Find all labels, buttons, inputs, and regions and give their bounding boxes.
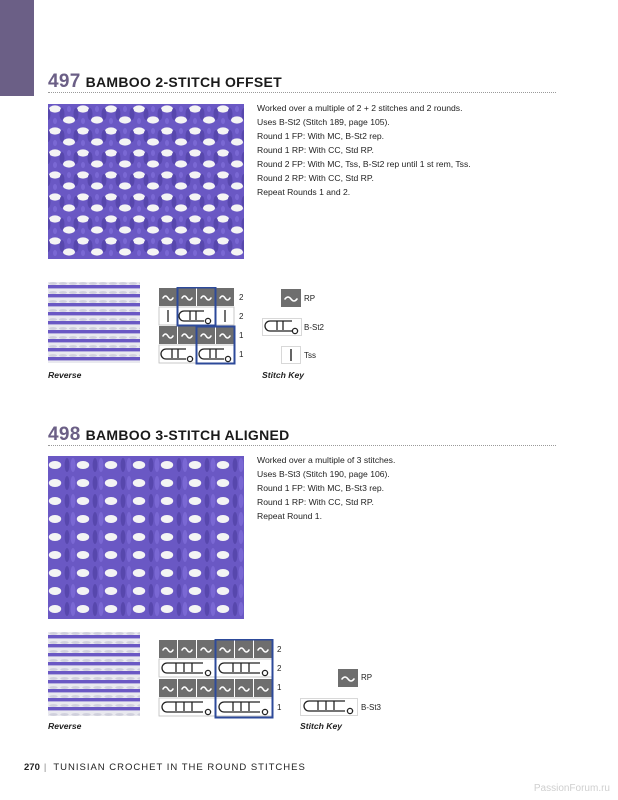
instruction-line: Round 1 RP: With CC, Std RP.: [257, 497, 374, 507]
instruction-line: Repeat Round 1.: [257, 511, 322, 521]
key-label-bst2: B-St2: [304, 323, 325, 332]
key-label-tss: Tss: [304, 351, 316, 360]
book-title: TUNISIAN CROCHET IN THE ROUND STITCHES: [53, 762, 306, 773]
instruction-line: Uses B-St2 (Stitch 189, page 105).: [257, 117, 390, 127]
stitch-name: BAMBOO 3-STITCH ALIGNED: [85, 427, 290, 443]
instruction-line: Round 2 RP: With CC, Std RP.: [257, 173, 374, 183]
reverse-caption: Reverse: [48, 370, 82, 380]
front-swatch-photo: [48, 104, 244, 264]
corner-color-tab: [0, 0, 34, 96]
page-footer: [24, 762, 306, 773]
chart-row-label: 1: [277, 683, 282, 692]
front-swatch-photo: [48, 456, 244, 624]
stitch-key-caption: Stitch Key: [262, 370, 305, 380]
bamboo-stitch-2-icon: [262, 318, 302, 336]
reverse-caption: Reverse: [48, 721, 82, 731]
section-title-498: [48, 424, 290, 446]
reverse-swatch-photo: [48, 632, 140, 721]
return-pass-icon: [281, 289, 301, 307]
stitch-key-caption: Stitch Key: [300, 721, 343, 731]
page-number: 270: [24, 762, 40, 773]
instruction-line: Worked over a multiple of 3 stitches.: [257, 455, 396, 465]
chart-row-label: 1: [239, 350, 244, 359]
reverse-swatch-photo: [48, 282, 140, 368]
simple-stitch-icon: [281, 346, 301, 364]
instructions-498: [257, 453, 395, 523]
stitch-name: BAMBOO 2-STITCH OFFSET: [85, 74, 282, 90]
chart-row-label: 1: [239, 331, 244, 340]
key-label-rp: RP: [361, 673, 373, 682]
stitch-number: 498: [48, 424, 81, 445]
chart-row-label: 2: [239, 312, 244, 321]
chart-row-label: 2: [277, 645, 282, 654]
watermark: PassionForum.ru: [533, 783, 610, 794]
instruction-line: Worked over a multiple of 2 + 2 stitches and 2 rounds.: [257, 103, 463, 113]
instruction-line: Repeat Rounds 1 and 2.: [257, 187, 351, 197]
stitch-number: 497: [48, 71, 81, 92]
chart-row-label: 1: [277, 703, 282, 712]
return-pass-icon: [338, 669, 358, 687]
chart-row-label: 2: [277, 664, 282, 673]
chart-row-label: 2: [239, 293, 244, 302]
instructions-497: [257, 101, 471, 199]
section-divider: [48, 92, 556, 93]
footer-separator: |: [43, 762, 48, 773]
key-label-rp: RP: [304, 294, 316, 303]
stitch-chart-497: [158, 287, 238, 365]
instruction-line: Round 1 FP: With MC, B-St2 rep.: [257, 131, 385, 141]
instruction-line: Round 1 RP: With CC, Std RP.: [257, 145, 374, 155]
key-label-bst3: B-St3: [361, 703, 382, 712]
bamboo-stitch-3-icon: [300, 698, 358, 716]
instruction-line: Uses B-St3 (Stitch 190, page 106).: [257, 469, 390, 479]
instruction-line: Round 2 FP: With MC, Tss, B-St2 rep until 1 st rem, Tss.: [257, 159, 471, 169]
section-divider: [48, 445, 556, 446]
section-title-497: [48, 71, 282, 93]
instruction-line: Round 1 FP: With MC, B-St3 rep.: [257, 483, 385, 493]
stitch-chart-498: [158, 639, 276, 719]
